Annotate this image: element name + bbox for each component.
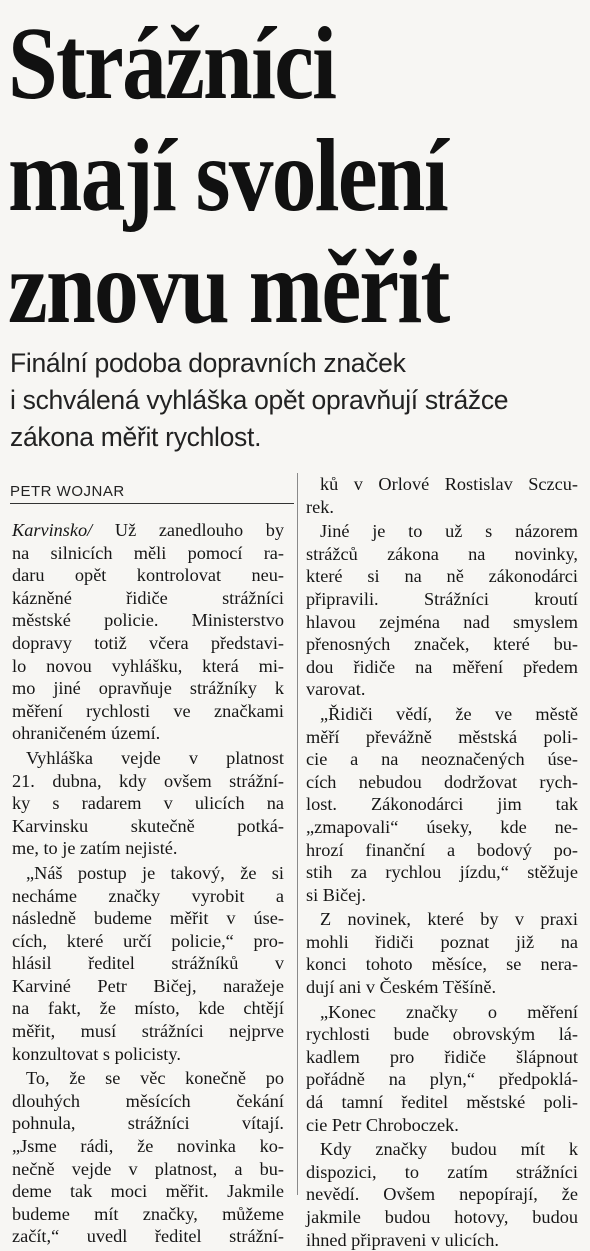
article-column-right [306, 473, 578, 1251]
text-line: Vyhláška vejde v platnost [26, 747, 284, 768]
text-line: začít,“ uvedl ředitel strážní- [12, 1226, 284, 1247]
text-line: stih za rychlou jízdu,“ stěžuje [306, 862, 578, 883]
text-line: hlavou zejména nad smyslem [306, 611, 578, 632]
text-line: mohli řidiči poznat již na [306, 931, 578, 952]
text-line: Jiné je to už s názorem [320, 521, 578, 542]
text-line: cích nebudou dodržovat rych- [306, 771, 578, 792]
text-line: Karviné Petr Bičej, naražeje [12, 975, 284, 996]
text-line: které si na ně zákonodárci [306, 566, 578, 587]
text-line: si Bičej. [306, 884, 366, 905]
text-line: ohraničeném území. [12, 723, 161, 744]
subheadline-line-3: zákona měřit rychlost. [10, 422, 262, 452]
text-line: konzultovat s policisty. [12, 1043, 181, 1064]
headline-line-2: mají svolení [8, 118, 447, 233]
text-line: jakmile budou hotovy, budou [306, 1207, 578, 1227]
byline-block [10, 483, 294, 504]
text-line: cie a na neoznačených úse- [306, 749, 578, 770]
text-line [12, 519, 284, 542]
text-line: me, to je zatím nejisté. [12, 838, 178, 859]
text-line: kadlem pro řidiče šlápnout [306, 1046, 578, 1067]
text-line: měřit, musí strážníci nejprve [12, 1021, 284, 1042]
headline [8, 8, 503, 344]
text-line: nevědí. Ovšem nepopírají, že [306, 1184, 578, 1205]
text-line: pohnula, strážníci vítají. [12, 1113, 284, 1134]
text-line: přenosných značek, které bu- [306, 634, 578, 655]
text-line: 21. dubna, kdy ovšem strážní- [12, 770, 284, 791]
byline: PETR WOJNAR [10, 483, 294, 504]
text-line: na silnicích měli pomocí ra- [12, 542, 284, 563]
text-line: ky s radarem v ulicích na [12, 793, 284, 814]
text-line: mo jiné opravňuje strážníky k [12, 678, 284, 699]
text-line: strážců zákona na novinky, [306, 543, 578, 564]
headline-line-1: Strážníci [8, 6, 336, 121]
text-line: dou řidiče na měření předem [306, 656, 578, 677]
text-line: deme tak moci měřit. Jakmile [12, 1181, 284, 1202]
dateline: Karvinsko/ [12, 520, 93, 540]
text-line-content: Už zanedlouho by [92, 520, 284, 540]
text-line: Karvinsku skutečně potká- [12, 815, 284, 836]
text-line: měření rychlosti ve značkami [12, 700, 284, 721]
text-line: pořádně na plyn,“ předpoklá- [306, 1069, 578, 1090]
text-line: městské policie. Ministerstvo [12, 610, 284, 631]
text-line: „zmapovali“ úseky, kde ne- [306, 816, 578, 837]
text-line: dá tamní ředitel městské poli- [306, 1092, 578, 1113]
text-line: lo novou vyhlášku, která mi- [12, 655, 284, 676]
headline-line-3: znovu měřit [8, 230, 449, 345]
text-line: Kdy značky budou mít k [320, 1139, 578, 1160]
text-line: nečně vejde v platnost, a bu- [12, 1158, 284, 1179]
text-line: konci tohoto měsíce, se nera- [306, 954, 578, 975]
text-line: „Jsme rádi, že novinka ko- [12, 1136, 284, 1157]
text-line: necháme značky vyrobit a [12, 885, 284, 906]
text-line: na fakt, že místo, kde chtějí [12, 998, 284, 1019]
text-line: dispozici, to zatím strážníci [306, 1161, 578, 1182]
text-line: „Řidiči vědí, že ve městě [320, 703, 578, 724]
text-line: lost. Zákonodárci jim tak [306, 794, 578, 815]
text-line: kázněné řidiče strážníci [12, 587, 284, 608]
text-line: cie Petr Chroboczek. [306, 1114, 459, 1135]
text-line: dují ani v Českém Těšíně. [306, 977, 497, 998]
article-column-left [12, 519, 284, 1248]
text-line: následně budeme měřit v úse- [12, 908, 284, 929]
text-line: rychlosti bude obrovským lá- [306, 1024, 578, 1045]
text-line: varovat. [306, 679, 366, 700]
subheadline-line-2: i schválená vyhláška opět opravňují strážce [10, 385, 509, 415]
text-line: ihned připraveni v ulicích. [306, 1229, 499, 1250]
text-line: hrozí finanční a bodový po- [306, 839, 578, 860]
subheadline [10, 345, 585, 456]
text-line: cích, které určí policie,“ pro- [12, 930, 284, 951]
text-line: „Konec značky o měření [320, 1001, 578, 1022]
text-line: ků v Orlové Rostislav Sczcu- [320, 474, 578, 494]
text-line: rek. [306, 496, 334, 517]
text-line: daru opět kontrolovat neu- [12, 565, 284, 586]
text-line: dlouhých měsících čekání [12, 1090, 284, 1111]
text-line: připravili. Strážníci kroutí [306, 588, 578, 609]
subheadline-line-1: Finální podoba dopravních značek [10, 348, 406, 378]
text-line: hlásil ředitel strážníků v [12, 953, 284, 974]
text-line: To, že se věc konečně po [26, 1068, 284, 1089]
column-divider [297, 473, 298, 1195]
text-line: budeme mít značky, můžeme [12, 1203, 284, 1224]
text-line: „Náš postup je takový, že si [26, 862, 284, 883]
text-line: měří převážně městská poli- [306, 726, 578, 747]
text-line: dopravy totiž včera představi- [12, 632, 284, 653]
text-line: Z novinek, které by v praxi [320, 909, 578, 930]
